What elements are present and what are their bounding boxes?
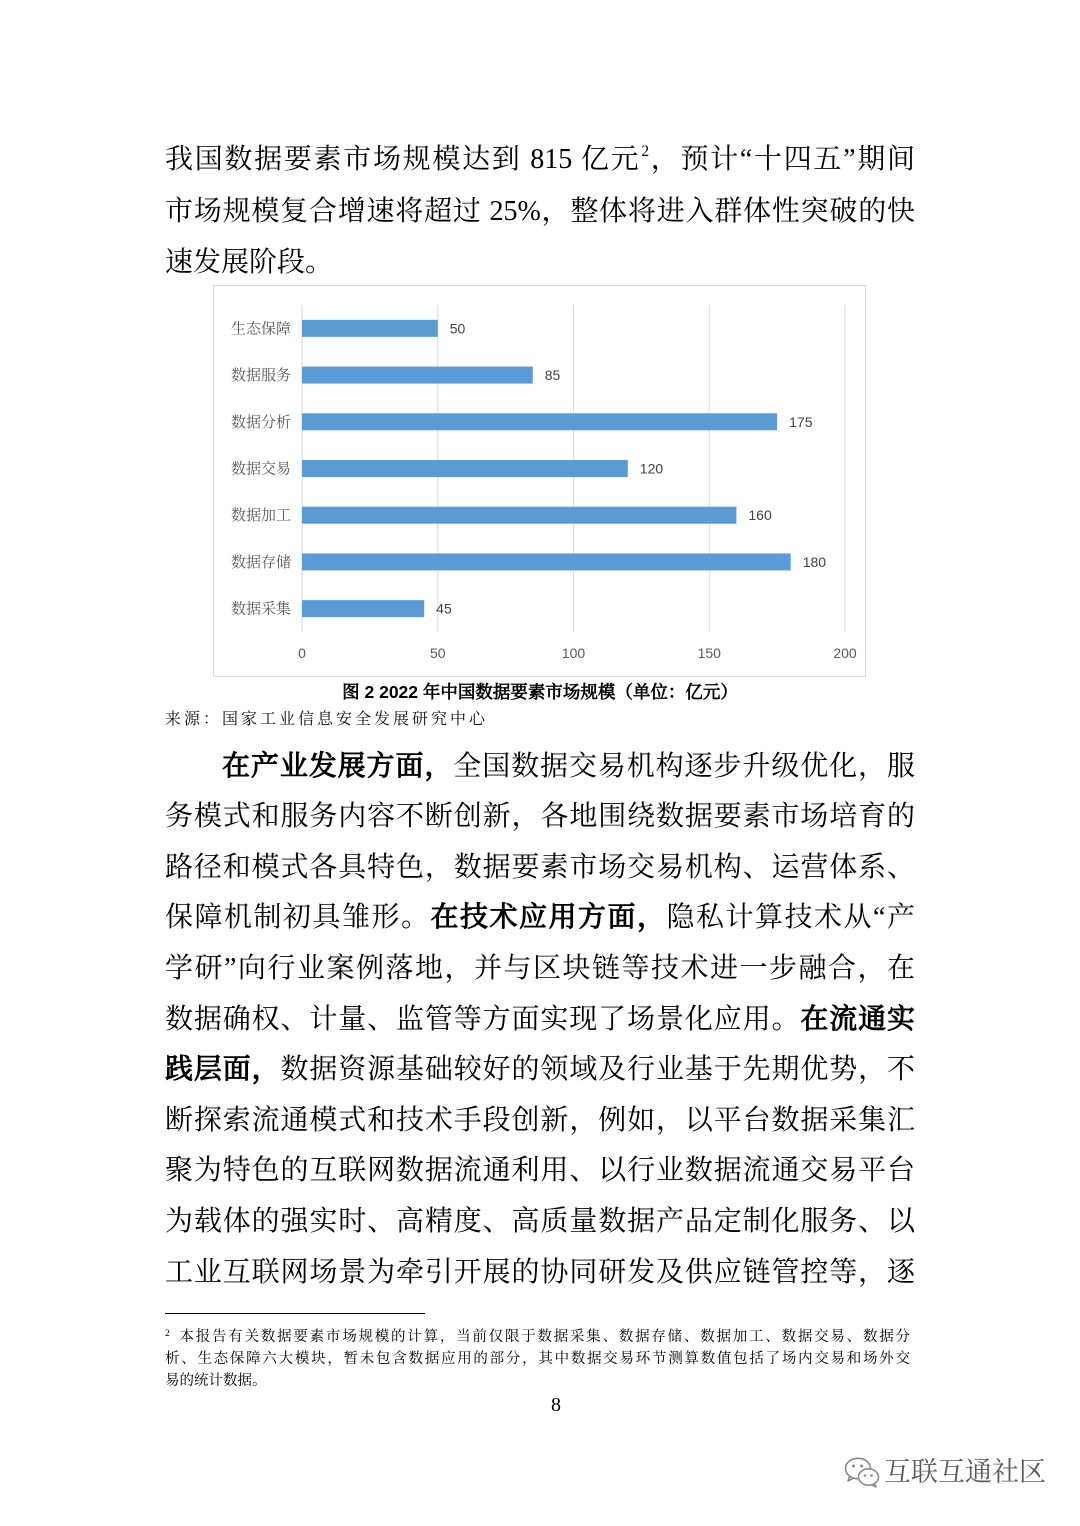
body-paragraph bbox=[165, 742, 915, 1299]
footnote-line bbox=[165, 1326, 910, 1348]
bar bbox=[302, 413, 777, 430]
footnote bbox=[165, 1326, 910, 1392]
body-line bbox=[165, 843, 915, 894]
intro-text-run: ，预计“十四五”期间 bbox=[649, 144, 915, 175]
body-text-run: 为载体的强实时、高精度、高质量数据产品定制化服务、以 bbox=[165, 1206, 915, 1238]
x-tick-label: 200 bbox=[833, 645, 857, 661]
footnote-text: 易的统计数据。 bbox=[165, 1373, 267, 1389]
bar bbox=[302, 367, 533, 384]
bold-heading-circulation: 践层面， bbox=[165, 1054, 281, 1086]
body-text-run: 工业互联网场景为牵引开展的协同研发及供应链管控等，逐 bbox=[165, 1256, 915, 1288]
wechat-icon bbox=[843, 1456, 881, 1490]
value-label: 85 bbox=[544, 367, 561, 384]
body-text-run: 路径和模式各具特色，数据要素市场交易机构、运营体系、 bbox=[165, 851, 915, 883]
value-label: 120 bbox=[639, 460, 664, 477]
footnote-text: 本报告有关数据要素市场规模的计算，当前仅限于数据采集、数据存储、数据加工、数据交易、数据分 bbox=[177, 1329, 910, 1345]
body-line bbox=[165, 944, 915, 995]
category-label: 数据分析 bbox=[230, 414, 291, 431]
body-line bbox=[165, 1045, 915, 1096]
body-line bbox=[165, 1096, 915, 1147]
bar bbox=[302, 553, 791, 570]
body-text-run: 务模式和服务内容不断创新，各地围绕数据要素市场培育的 bbox=[165, 801, 915, 833]
category-label: 数据采集 bbox=[230, 601, 291, 618]
bold-heading-technology: 在技术应用方面， bbox=[430, 902, 667, 934]
footnote-divider bbox=[165, 1313, 425, 1314]
chart-frame bbox=[214, 286, 866, 677]
category-label: 生态保障 bbox=[230, 321, 291, 338]
body-text-run: 聚为特色的互联网数据流通利用、以行业数据流通交易平台 bbox=[165, 1155, 915, 1187]
category-label: 数据服务 bbox=[230, 368, 291, 385]
footnote-line bbox=[165, 1370, 910, 1392]
figure-caption: 图 2 2022 年中国数据要素市场规模（单位：亿元） bbox=[342, 682, 738, 702]
category-label: 数据存储 bbox=[230, 554, 291, 571]
body-text-run: 数据资源基础较好的领域及行业基于先期优势，不 bbox=[280, 1054, 915, 1086]
value-label: 45 bbox=[436, 600, 452, 617]
x-tick-label: 0 bbox=[298, 645, 306, 661]
body-line bbox=[165, 1248, 915, 1299]
body-text-run: 数据确权、计量、监管等方面实现了场景化应用。 bbox=[165, 1003, 801, 1035]
intro-line bbox=[165, 134, 915, 186]
intro-line bbox=[165, 186, 915, 238]
footnote-line bbox=[165, 1348, 910, 1370]
intro-text-run: 速发展阶段。 bbox=[165, 247, 334, 278]
intro-text-run: 我国数据要素市场规模达到 815 亿元 bbox=[165, 144, 641, 175]
bar bbox=[302, 320, 438, 337]
body-text-run: 学研”向行业案例落地，并与区块链等技术进一步融合，在 bbox=[165, 953, 915, 985]
body-line bbox=[165, 1197, 915, 1248]
x-tick-label: 50 bbox=[429, 645, 446, 661]
category-label: 数据加工 bbox=[230, 508, 291, 525]
bar bbox=[302, 507, 736, 524]
body-line bbox=[165, 742, 915, 793]
page-number: 8 bbox=[551, 1394, 561, 1416]
figure-source: 来源：国家工业信息安全发展研究中心 bbox=[165, 711, 489, 728]
market-size-bar-chart bbox=[213, 285, 866, 677]
value-label: 50 bbox=[449, 320, 466, 337]
footnote-reference[interactable]: 2 bbox=[641, 143, 650, 161]
body-text-run: 断探索流通模式和技术手段创新，例如，以平台数据采集汇 bbox=[165, 1104, 915, 1136]
body-line bbox=[165, 893, 915, 944]
intro-paragraph bbox=[165, 134, 915, 289]
bar bbox=[302, 600, 424, 617]
body-text-run: 全国数据交易机构逐步升级优化，服 bbox=[453, 750, 915, 782]
value-label: 180 bbox=[802, 553, 827, 570]
footnote-marker: 2 bbox=[165, 1328, 170, 1339]
body-line bbox=[165, 995, 915, 1046]
bold-heading-circulation: 在流通实 bbox=[800, 1003, 915, 1035]
body-line bbox=[165, 1146, 915, 1197]
value-label: 160 bbox=[748, 507, 772, 524]
watermark-text: 互联互通社区 bbox=[884, 1457, 1046, 1488]
footnote-text: 析、生态保障六大模块，暂未包含数据应用的部分，其中数据交易环节测算数值包括了场内交易和场外交 bbox=[165, 1351, 910, 1367]
body-text-run: 保障机制初具雏形。 bbox=[165, 902, 431, 934]
value-label: 175 bbox=[789, 413, 813, 430]
bar bbox=[302, 460, 628, 477]
bold-heading-industry: 在产业发展方面， bbox=[222, 750, 454, 782]
category-label: 数据交易 bbox=[230, 461, 291, 478]
intro-text-run: 市场规模复合增速将超过 25%，整体将进入群体性突破的快 bbox=[165, 195, 915, 227]
x-tick-label: 100 bbox=[561, 645, 586, 661]
intro-line bbox=[165, 237, 915, 289]
x-tick-label: 150 bbox=[697, 645, 721, 661]
body-line bbox=[165, 792, 915, 843]
body-text-run: 隐私计算技术从“产 bbox=[666, 902, 915, 934]
